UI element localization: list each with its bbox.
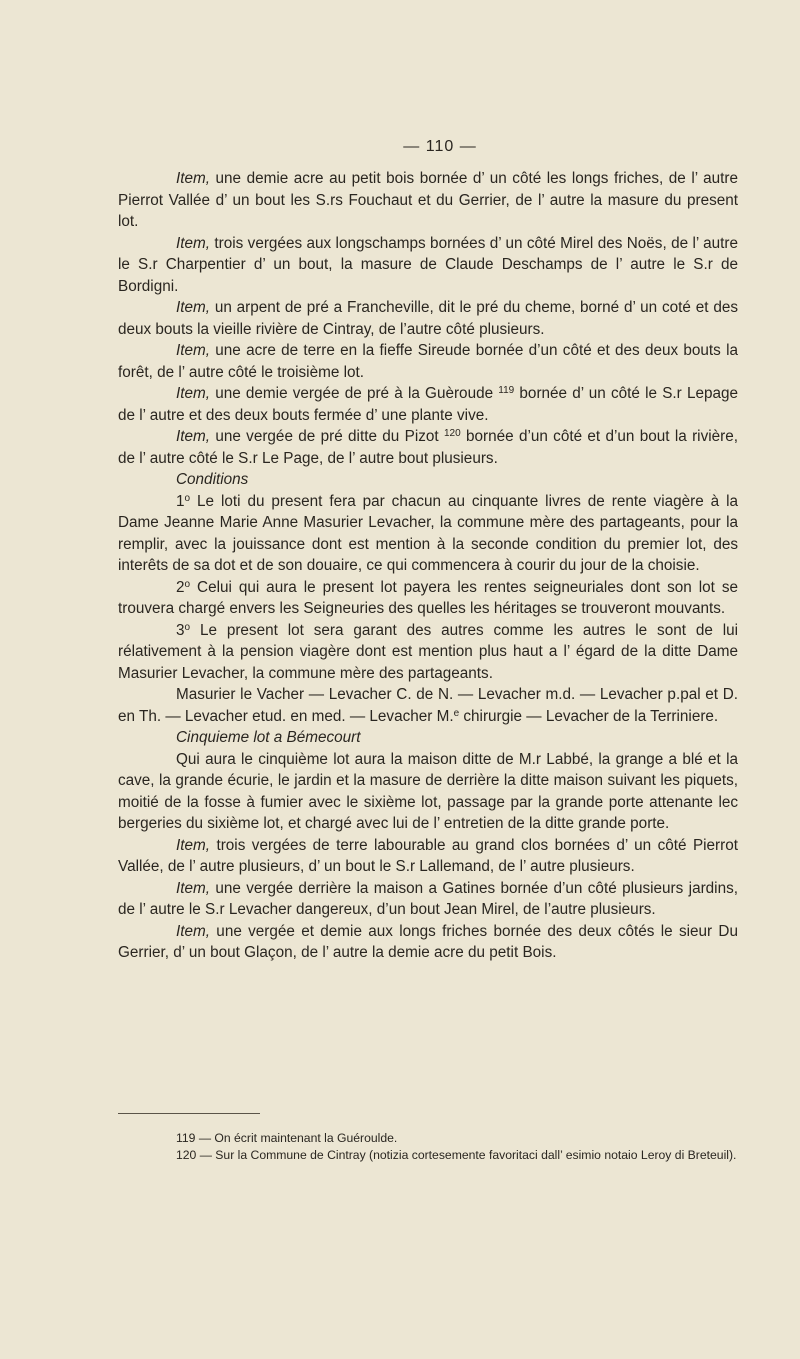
item-paragraph — [118, 878, 738, 921]
footnotes — [118, 1130, 738, 1164]
item-text: trois vergées de terre labourable au grand clos bornées d’ un côté Pierrot Vallée, de l’ autre plusieurs, d’ un bout le S.r Lallemand, de l’ autre plusieurs. — [118, 836, 738, 875]
page-number: — 110 — — [403, 138, 477, 155]
item-paragraph — [118, 340, 738, 383]
item-label: Item, — [176, 342, 210, 359]
item-paragraph — [118, 383, 738, 426]
condition-number: 2 — [176, 578, 185, 596]
ordinal-marker: o — [184, 492, 191, 504]
item-text: bornée d’un côté et d’un bout la rivière, de l’ autre côté le S.r Le Page, de l’ autre bout plusieurs. — [118, 428, 738, 467]
item-text: une vergée de pré ditte du Pizot — [210, 428, 444, 445]
item-text: une demie vergée de pré à la Guèroude — [210, 385, 499, 402]
lot5-intro-paragraph: Qui aura le cinquième lot aura la maison ditte de M.r Labbé, la grange a blé et la cave, la grande écurie, le jardin et la masure de derrière la ditte maison suivant les piquets, moitié de la fosse à fumier avec le sixième lot, passage par la grande porte attenante lec bergeries du sixième lot, et chargé avec lui de l’ entretien de la ditte grande porte. — [118, 750, 738, 832]
item-paragraph — [118, 835, 738, 878]
section-heading-lot5: Cinquieme lot a Bémecourt — [176, 729, 361, 746]
item-text: une acre de terre en la fieffe Sireude bornée d’un côté et des deux bouts la forêt, de l’ autre côté le troisième lot. — [118, 342, 738, 381]
section-heading-conditions: Conditions — [176, 471, 249, 488]
condition-text: Celui qui aura le present lot payera les rentes seigneuriales dont son lot se trouvera chargé envers les Seigneuries des quelles les héritages se trouveront mouvants. — [118, 578, 738, 617]
condition-paragraph — [118, 620, 738, 685]
footnote: 120 — Sur la Commune de Cintray (notizia cortesemente favoritaci dall’ esimio notaio Leroy di Breteuil). — [176, 1148, 737, 1162]
signatures-text: chirurgie — Levacher de la Terriniere. — [459, 707, 719, 725]
item-paragraph — [118, 426, 738, 469]
condition-paragraph — [118, 491, 738, 577]
item-label: Item, — [176, 385, 210, 402]
item-paragraph — [118, 297, 738, 340]
footnote: 119 — On écrit maintenant la Guéroulde. — [176, 1131, 398, 1145]
item-label: Item, — [176, 170, 210, 187]
item-text: trois vergées aux longschamps bornées d’ un côté Mirel des Noës, de l’ autre le S.r Charpentier d’ un bout, la masure de Claude Deschamps de l’ autre le S.r de Bordigni. — [118, 234, 738, 295]
condition-text: Le present lot sera garant des autres comme les autres le sont de lui rélativement à la pension viagère dont est mention plus haut a l’ égard de la ditte Dame Masurier Levacher, la commune mère des partageants. — [118, 621, 738, 682]
item-label: Item, — [176, 234, 210, 252]
ordinal-marker: o — [184, 578, 191, 590]
item-label: Item, — [176, 836, 210, 854]
item-paragraph — [118, 921, 738, 964]
condition-paragraph — [118, 577, 738, 620]
condition-number: 3 — [176, 621, 185, 639]
item-label: Item, — [176, 428, 210, 445]
item-text: une demie acre au petit bois bornée d’ un côté les longs friches, de l’ autre Pierrot Vallée d’ un bout les S.rs Fouchaut et du Gerrier, de l’ autre la masure du present lot. — [118, 170, 738, 230]
item-label: Item, — [176, 922, 210, 940]
signatures-paragraph — [118, 684, 738, 727]
ordinal-marker: o — [184, 621, 191, 633]
item-label: Item, — [176, 879, 210, 897]
condition-text: Le loti du present fera par chacun au cinquante livres de rente viagère à la Dame Jeanne Marie Anne Masurier Levacher, la commune mère des partageants, pour la remplir, avec la jouissance dont est mention à la seconde condition du premier lot, des interêts de sa dot et de son douaire, ce qui commencera à courir du jour de la choisie. — [118, 492, 738, 574]
item-text: bornée d’ un côté le S.r Lepage de l’ autre et des deux bouts fermée d’ une plante vive. — [118, 385, 738, 424]
item-text: une vergée et demie aux longs friches bornée des deux côtés le sieur Du Gerrier, d’ un bout Glaçon, de l’ autre la demie acre du petit Bois. — [118, 922, 738, 961]
condition-number: 1 — [176, 492, 185, 510]
superscript: e — [453, 707, 460, 719]
item-label: Item, — [176, 299, 210, 316]
item-text: un arpent de pré a Francheville, dit le pré du cheme, borné d’ un coté et des deux bouts la vieille rivière de Cintray, de l’autre côté plusieurs. — [118, 299, 738, 338]
main-text — [118, 168, 738, 964]
footnote-ref: 120 — [443, 428, 461, 439]
item-paragraph — [118, 233, 738, 298]
footnote-ref: 119 — [498, 385, 515, 396]
signatures-text: Masurier le Vacher — Levacher C. de N. — Levacher m.d. — Levacher p.pal et D. en Th. — Levacher etud. en med. — Levacher M. — [118, 686, 738, 725]
footnote-divider — [118, 1113, 260, 1114]
item-paragraph — [118, 168, 738, 233]
item-text: une vergée derrière la maison a Gatines bornée d’un côté plusieurs jardins, de l’ autre le S.r Levacher dangereux, d’un bout Jean Mirel, de l’autre plusieurs. — [118, 879, 738, 918]
